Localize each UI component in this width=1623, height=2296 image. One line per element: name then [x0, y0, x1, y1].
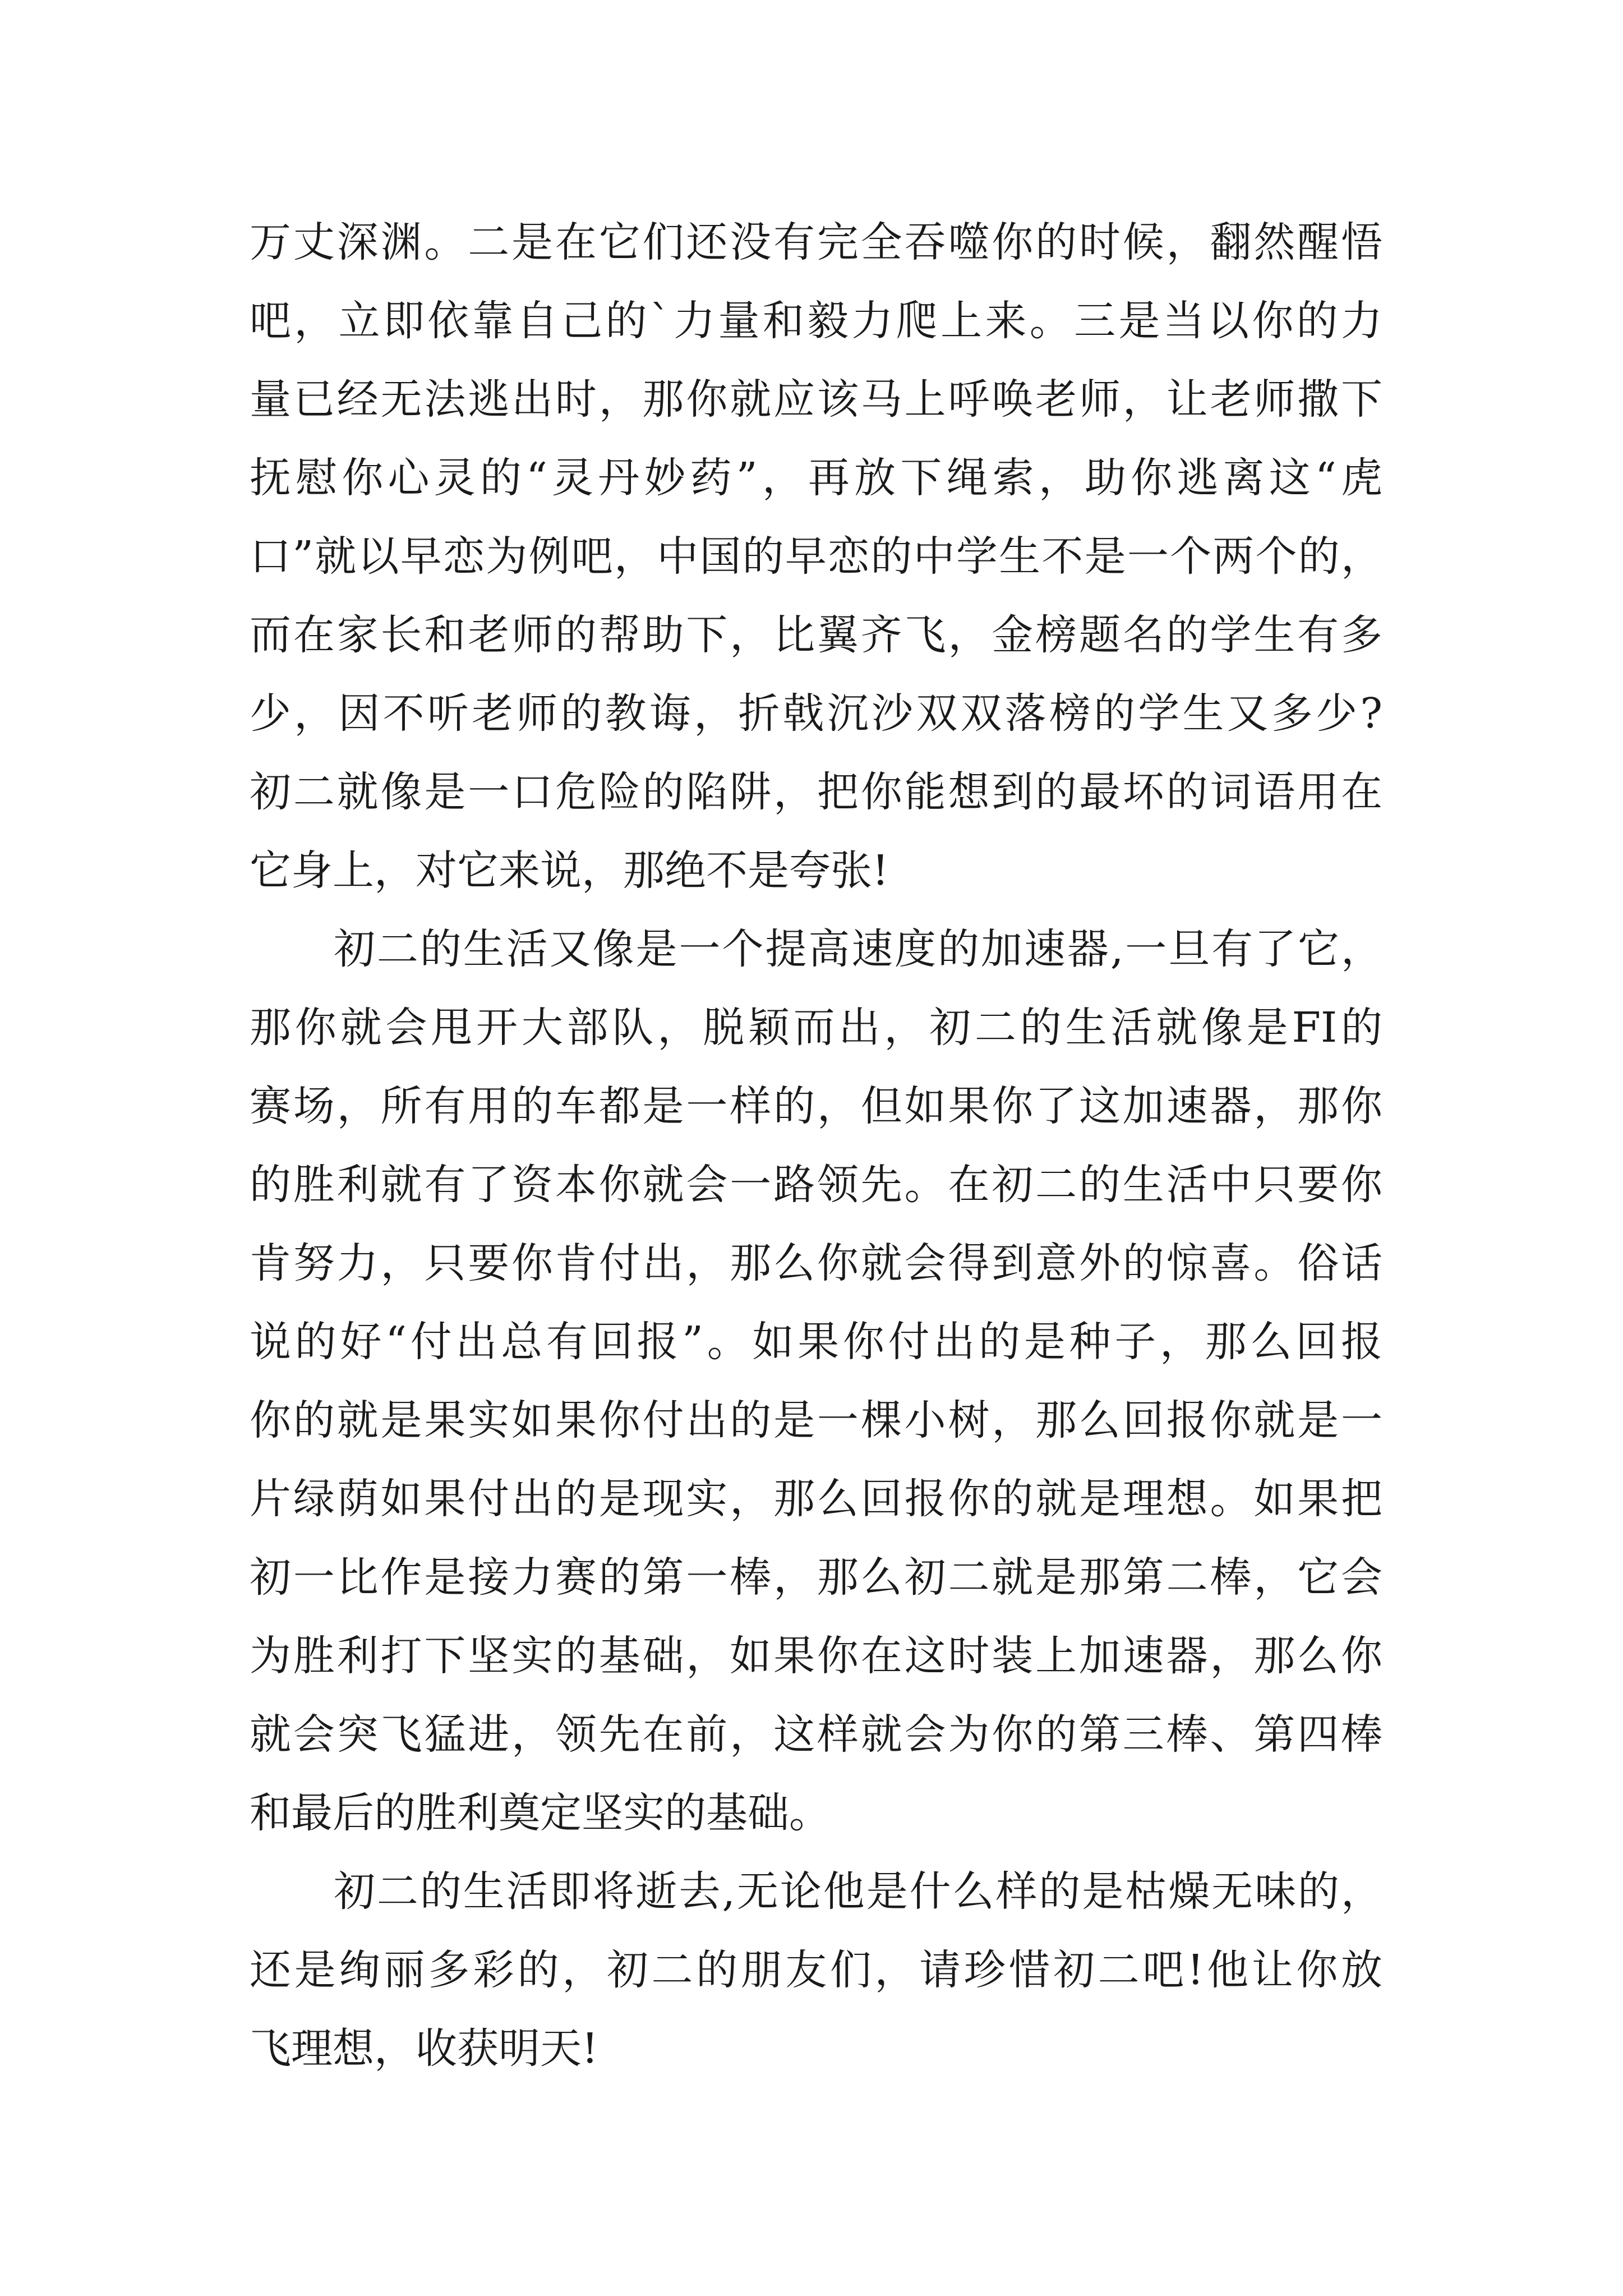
text-line: 初一比作是接力赛的第一棒，那么初二就是那第二棒，它会 — [250, 1553, 1382, 1602]
text-line: 量已经无法逃出时，那你就应该马上呼唤老师，让老师撒下 — [250, 375, 1382, 424]
text-line: 少，因不听老师的教诲，折戟沉沙双双落榜的学生又多少? — [250, 689, 1382, 738]
text-line: 初二的生活又像是一个提高速度的加速器,一旦有了它， — [334, 925, 1382, 973]
text-line: 的胜利就有了资本你就会一路领先。在初二的生活中只要你 — [250, 1161, 1382, 1209]
text-line: 为胜利打下坚实的基础，如果你在这时装上加速器，那么你 — [250, 1632, 1382, 1680]
text-line: 而在家长和老师的帮助下，比翼齐飞，金榜题名的学生有多 — [250, 611, 1382, 659]
text-line: 初二就像是一口危险的陷阱，把你能想到的最坏的词语用在 — [250, 768, 1382, 816]
body-text — [250, 203, 1382, 2088]
text-line: 万丈深渊。二是在它们还没有完全吞噬你的时候，翻然醒悟 — [250, 218, 1382, 266]
text-line: 飞理想，收获明天! — [250, 2024, 598, 2073]
text-line: 和最后的胜利奠定坚实的基础。 — [250, 1789, 831, 1837]
text-line: 还是绚丽多彩的，初二的朋友们，请珍惜初二吧!他让你放 — [250, 1946, 1382, 1994]
text-line: 口”就以早恋为例吧，中国的早恋的中学生不是一个两个的， — [250, 532, 1382, 581]
text-line: 抚慰你心灵的“灵丹妙药”，再放下绳索，助你逃离这“虎 — [250, 454, 1382, 502]
text-line: 吧，立即依靠自己的`力量和毅力爬上来。三是当以你的力 — [250, 297, 1382, 345]
text-line: 初二的生活即将逝去,无论他是什么样的是枯燥无味的， — [334, 1867, 1382, 1916]
text-line: 片绿荫如果付出的是现实，那么回报你的就是理想。如果把 — [250, 1475, 1382, 1523]
text-line: 说的好“付出总有回报”。如果你付出的是种子，那么回报 — [250, 1318, 1382, 1366]
text-line: 赛场，所有用的车都是一样的，但如果你了这加速器，那你 — [250, 1082, 1382, 1130]
text-line: 就会突飞猛进，领先在前，这样就会为你的第三棒、第四棒 — [250, 1710, 1382, 1759]
text-line: 那你就会甩开大部队，脱颖而出，初二的生活就像是FI的 — [250, 1004, 1382, 1052]
text-line: 它身上，对它来说，那绝不是夸张! — [250, 846, 889, 895]
text-line: 你的就是果实如果你付出的是一棵小树，那么回报你就是一 — [250, 1396, 1382, 1444]
text-line: 肯努力，只要你肯付出，那么你就会得到意外的惊喜。俗话 — [250, 1239, 1382, 1287]
